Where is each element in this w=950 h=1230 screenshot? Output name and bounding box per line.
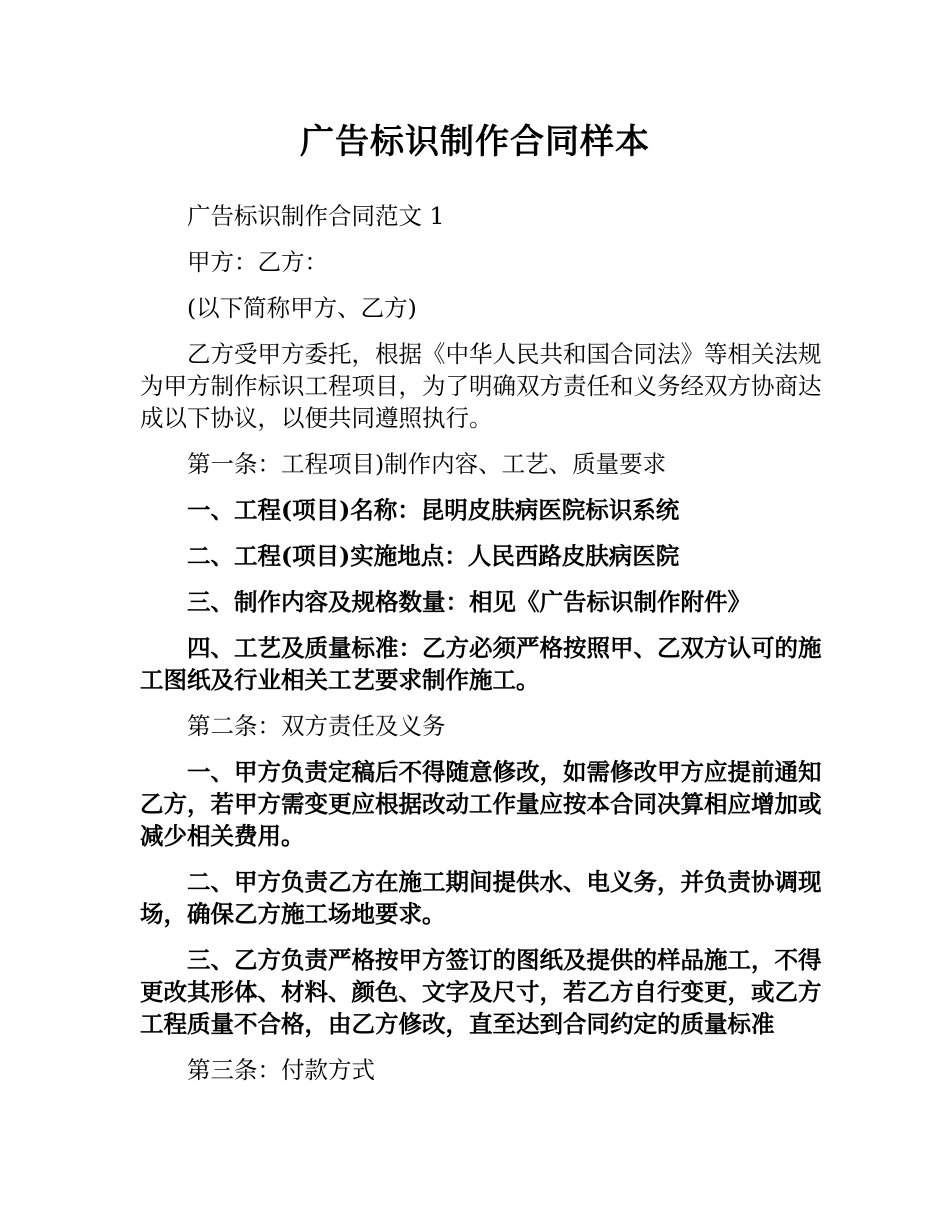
article-1-item-3: 三、制作内容及规格数量：相见《广告标识制作附件》 [187,588,751,616]
article-2-heading: 第二条：双方责任及义务 [187,712,446,740]
article-2-item-1: 一、甲方负责定稿后不得随意修改，如需修改甲方应提前通知乙方，若甲方需变更应根据改动工作量应按本合同决算相应增加或减少相关费用。 [140,758,822,850]
article-2-item-2: 二、甲方负责乙方在施工期间提供水、电义务，并负责协调现场，确保乙方施工场地要求。 [140,868,822,928]
article-1-item-4: 四、工艺及质量标准：乙方必须严格按照甲、乙双方认可的施工图纸及行业相关工艺要求制作施工。 [140,634,822,694]
paragraph-intro: 乙方受甲方委托，根据《中华人民共和国合同法》等相关法规为甲方制作标识工程项目，为了明确双方责任和义务经双方协商达成以下协议，以便共同遵照执行。 [140,340,822,432]
paragraph-parties: 甲方：乙方： [187,248,328,276]
article-3-heading: 第三条：付款方式 [187,1056,375,1084]
article-1-item-1: 一、工程(项目)名称：昆明皮肤病医院标识系统 [187,496,680,524]
paragraph-abbreviation: (以下简称甲方、乙方) [187,294,417,322]
document-title: 广告标识制作合同样本 [300,122,650,162]
article-1-item-2: 二、工程(项目)实施地点：人民西路皮肤病医院 [187,542,680,570]
article-1-heading: 第一条：工程项目)制作内容、工艺、质量要求 [187,450,667,478]
paragraph-subtitle: 广告标识制作合同范文 1 [187,202,445,230]
article-2-item-3: 三、乙方负责严格按甲方签订的图纸及提供的样品施工，不得更改其形体、材料、颜色、文字及尺寸，若乙方自行变更，或乙方工程质量不合格，由乙方修改，直至达到合同约定的质量标准 [140,946,822,1038]
